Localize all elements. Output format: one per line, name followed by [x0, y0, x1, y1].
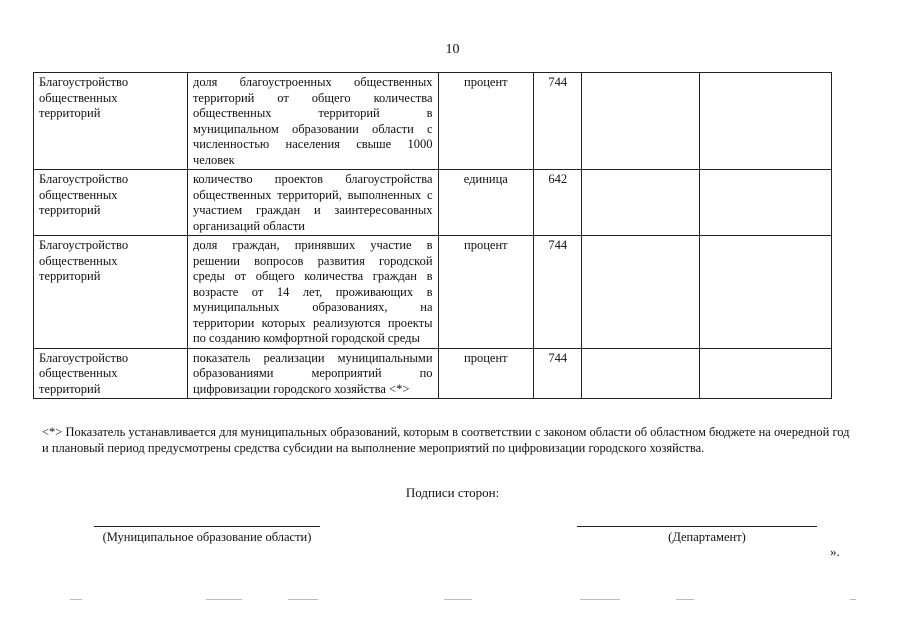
indicator-description-cell: показатель реализации муниципальными образованиями мероприятий по цифровизации городского хозяйства <*>: [187, 348, 438, 399]
okei-code-cell: 744: [534, 348, 582, 399]
footnote: <*> Показатель устанавливается для муниципальных образований, которым в соответствии с законом области об областном бюджете на очередной год и плановый период предусмотрены средства субсидии на выполнение мероприятий по цифровизации городского хозяйства.: [42, 425, 850, 455]
unit-cell: процент: [438, 348, 534, 399]
closing-quote-mark: ».: [830, 544, 840, 559]
indicator-name-cell: Благоустройство общественных территорий: [34, 348, 188, 399]
unit-cell: единица: [438, 170, 534, 236]
unit-cell: процент: [438, 73, 534, 170]
okei-code-cell: 744: [534, 236, 582, 349]
okei-code-cell: 642: [534, 170, 582, 236]
table-row: [34, 348, 832, 399]
empty-value-cell: [700, 170, 832, 236]
page-number: 10: [445, 42, 460, 57]
signature-line-department: [577, 526, 817, 527]
table-row: [34, 73, 832, 170]
empty-value-cell: [582, 73, 700, 170]
okei-code-cell: 744: [534, 73, 582, 170]
empty-value-cell: [582, 170, 700, 236]
indicator-name-cell: Благоустройство общественных территорий: [34, 73, 188, 170]
table-row: [34, 236, 832, 349]
empty-value-cell: [700, 236, 832, 349]
signatures-title: Подписи сторон:: [405, 485, 500, 500]
empty-value-cell: [582, 348, 700, 399]
signature-caption-department: (Департамент): [668, 530, 746, 544]
unit-cell: процент: [438, 236, 534, 349]
empty-value-cell: [700, 73, 832, 170]
indicator-description-cell: доля благоустроенных общественных территорий от общего количества общественных территорий в муниципальном образовании области с численностью населения свыше 1000 человек: [187, 73, 438, 170]
indicator-name-cell: Благоустройство общественных территорий: [34, 170, 188, 236]
indicators-table: [33, 72, 832, 399]
indicator-description-cell: количество проектов благоустройства общественных территорий, выполненных с участием граждан и заинтересованных организаций области: [187, 170, 438, 236]
table-row: [34, 170, 832, 236]
indicator-name-cell: Благоустройство общественных территорий: [34, 236, 188, 349]
scan-artifacts: [0, 596, 905, 608]
empty-value-cell: [582, 236, 700, 349]
signature-caption-municipality: (Муниципальное образование области): [102, 530, 312, 544]
empty-value-cell: [700, 348, 832, 399]
indicator-description-cell: доля граждан, принявших участие в решении вопросов развития городской среды от общего количества граждан в возрасте от 14 лет, проживающих в муниципальных образованиях, на территории которых реализуются проекты по созданию комфортной городской среды: [187, 236, 438, 349]
signature-line-municipality: [94, 526, 320, 527]
